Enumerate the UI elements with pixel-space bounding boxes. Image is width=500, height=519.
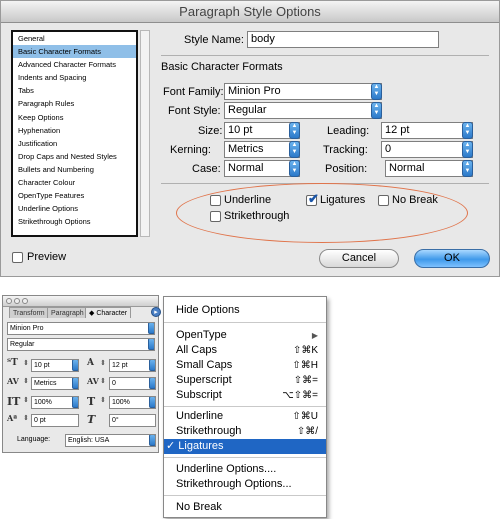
menu-item-shortcut: ⇧⌘H [292, 360, 318, 371]
character-tab-icon: ◆ [89, 310, 97, 317]
menu-item-shortcut: ⇧⌘= [293, 375, 318, 386]
triangle-right-icon: ▸ [154, 309, 158, 316]
tab-character-label: Character [96, 310, 128, 317]
tracking-icon: AV [87, 376, 99, 386]
panel-font-family-value: Minion Pro [10, 325, 44, 332]
font-style-value: Regular [228, 104, 267, 116]
leading-value: 12 pt [385, 124, 410, 136]
preview-checkbox[interactable] [12, 252, 23, 263]
checkmark-icon: ✓ [166, 440, 179, 452]
panel-vertical-scale-field[interactable] [31, 396, 79, 409]
menu-item-strikethrough-options[interactable] [164, 477, 326, 492]
category-item-hyphenation[interactable]: Hyphenation [18, 125, 61, 135]
strikethrough-checkbox[interactable] [210, 211, 221, 222]
leading-label: Leading: [327, 125, 370, 137]
menu-item-label: Superscript [176, 374, 232, 386]
menu-item-label: Ligatures [178, 440, 224, 452]
chevron-updown-icon [149, 359, 156, 371]
underline-checkbox[interactable] [210, 195, 221, 206]
vertical-scale-icon: IT [7, 395, 21, 408]
chevron-updown-icon [72, 396, 79, 408]
category-list-scrollbar[interactable] [140, 30, 150, 237]
menu-item-label: Strikethrough Options... [176, 478, 292, 490]
panel-vertical-scale-value: 100% [34, 399, 52, 406]
menu-separator [164, 406, 326, 407]
ligatures-label: Ligatures [320, 194, 366, 206]
menu-item-no-break[interactable] [164, 500, 326, 515]
leading-combo[interactable] [381, 122, 473, 139]
panel-font-style-value: Regular [10, 341, 35, 348]
style-name-input[interactable]: body [247, 31, 439, 48]
panel-kerning-value: Metrics [34, 380, 57, 387]
tab-character[interactable] [85, 307, 131, 318]
chevron-updown-icon [149, 434, 156, 446]
style-name-label: Style Name: [184, 34, 244, 46]
nobreak-label: No Break [392, 194, 438, 206]
menu-item-shortcut: ⇧⌘/ [296, 426, 318, 437]
kerning-label: Kerning: [170, 144, 211, 156]
panel-horizontal-scale-field[interactable] [109, 396, 156, 409]
menu-item-shortcut: ⇧⌘U [292, 411, 318, 422]
case-label: Case: [192, 163, 221, 175]
ok-button[interactable]: OK [414, 249, 490, 268]
menu-item-label: Underline Options.... [176, 463, 277, 475]
stepper-arrows-icon[interactable]: ⇕ [100, 376, 106, 385]
font-family-label: Font Family: [163, 86, 224, 98]
font-style-select[interactable] [224, 102, 382, 119]
category-item-justification[interactable]: Justification [18, 138, 58, 148]
panel-menu-button[interactable] [151, 307, 161, 317]
category-item-strikethrough-options[interactable]: Strikethrough Options [18, 217, 91, 227]
zoom-icon[interactable] [22, 298, 28, 304]
menu-item-small-caps[interactable] [164, 358, 326, 373]
chevron-updown-icon [149, 396, 156, 408]
tab-transform[interactable]: Transform [9, 307, 49, 318]
font-style-label: Font Style: [168, 105, 221, 117]
position-select[interactable] [385, 160, 473, 177]
chevron-updown-icon [72, 359, 79, 371]
panel-leading-field[interactable] [109, 359, 156, 372]
category-item-opentype-features[interactable]: OpenType Features [18, 191, 85, 201]
menu-item-label: Strikethrough [176, 425, 242, 437]
menu-item-hide-options[interactable] [164, 303, 326, 318]
divider [161, 55, 489, 56]
menu-item-underline[interactable] [164, 409, 326, 424]
panel-tracking-field[interactable] [109, 377, 156, 390]
chevron-updown-icon: ▲ ▼ [371, 83, 382, 100]
preview-label: Preview [27, 251, 67, 263]
size-label: Size: [198, 125, 223, 137]
position-value: Normal [389, 162, 425, 174]
category-item-tabs[interactable]: Tabs [18, 86, 34, 96]
case-value: Normal [228, 162, 264, 174]
menu-item-strikethrough[interactable] [164, 424, 326, 439]
menu-item-ligatures[interactable] [164, 439, 326, 454]
baseline-shift-icon: Aª [7, 413, 18, 423]
category-item-drop-caps[interactable]: Drop Caps and Nested Styles [18, 151, 117, 161]
menu-separator [164, 495, 326, 496]
language-value: English: USA [68, 437, 110, 444]
leading-icon: A͏ [87, 358, 94, 368]
panel-horizontal-scale-value: 100% [112, 399, 130, 406]
menu-item-label: Underline [176, 410, 224, 422]
menu-item-shortcut: ⌥⇧⌘= [282, 390, 318, 401]
menu-item-superscript[interactable] [164, 373, 326, 388]
panel-leading-value: 12 pt [112, 362, 128, 369]
category-item-indents-and-spacing[interactable]: Indents and Spacing [18, 73, 87, 83]
menu-item-label: All Caps [176, 344, 217, 356]
menu-item-shortcut: ⇧⌘K [292, 345, 318, 356]
dialog-title: Paragraph Style Options [1, 1, 499, 23]
kerning-icon: AV [7, 376, 19, 386]
kerning-combo[interactable] [224, 141, 300, 158]
section-heading: Basic Character Formats [161, 61, 283, 73]
underline-label: Underline [224, 194, 272, 206]
position-label: Position: [325, 163, 368, 175]
stepper-arrows-icon[interactable]: ⇕ [23, 395, 29, 404]
kerning-value: Metrics [228, 143, 264, 155]
category-item-keep-options[interactable]: Keep Options [18, 112, 64, 122]
category-item-underline-options[interactable]: Underline Options [18, 204, 79, 214]
chevron-updown-icon: ▲ ▼ [462, 141, 473, 158]
tracking-label: Tracking: [323, 144, 368, 156]
stepper-arrows-icon[interactable]: ⇕ [23, 358, 29, 367]
font-family-select[interactable] [224, 83, 382, 100]
menu-item-subscript[interactable] [164, 388, 326, 403]
menu-item-label: No Break [176, 501, 222, 513]
category-item-advanced-character-formats[interactable]: Advanced Character Formats [18, 60, 116, 70]
menu-item-label: OpenType [176, 329, 227, 341]
panel-kerning-field[interactable] [31, 377, 79, 390]
panel-skew-field[interactable]: 0° [109, 414, 156, 427]
panel-baseline-shift-field[interactable]: 0 pt [31, 414, 79, 427]
chevron-updown-icon [148, 322, 155, 334]
panel-size-field[interactable] [31, 359, 79, 372]
submenu-arrow-icon: ▶ [311, 331, 318, 340]
chevron-updown-icon [149, 377, 156, 389]
chevron-updown-icon [148, 338, 155, 350]
ligatures-checkbox[interactable] [306, 191, 319, 206]
tab-paragraph[interactable]: Paragraph [47, 307, 88, 318]
chevron-updown-icon: ▲ ▼ [371, 102, 382, 119]
menu-item-opentype[interactable] [164, 328, 326, 343]
stepper-arrows-icon[interactable]: ⇕ [23, 413, 29, 422]
chevron-updown-icon: ▲ ▼ [289, 160, 300, 177]
horizontal-scale-icon: T [87, 395, 96, 408]
skew-icon: T [87, 413, 96, 426]
panel-size-value: 10 pt [34, 362, 50, 369]
stepper-arrows-icon[interactable]: ⇕ [100, 358, 106, 367]
size-combo[interactable] [224, 122, 300, 139]
close-icon[interactable] [6, 298, 12, 304]
menu-separator [164, 457, 326, 458]
chevron-updown-icon: ▲ ▼ [462, 160, 473, 177]
language-select[interactable] [65, 434, 156, 447]
character-panel-menu [163, 296, 327, 518]
font-size-icon: ᵀT [7, 358, 18, 368]
panel-font-family-select[interactable] [7, 322, 155, 335]
panel-font-style-select[interactable] [7, 338, 155, 351]
menu-item-underline-options[interactable] [164, 462, 326, 477]
panel-titlebar[interactable] [3, 296, 158, 307]
chevron-updown-icon [72, 377, 79, 389]
language-label: Language: [17, 436, 51, 443]
strikethrough-label: Strikethrough [224, 210, 290, 222]
menu-item-all-caps[interactable] [164, 343, 326, 358]
chevron-updown-icon: ▲ ▼ [289, 141, 300, 158]
minimize-icon[interactable] [14, 298, 20, 304]
category-item-paragraph-rules[interactable]: Paragraph Rules [18, 99, 75, 109]
panel-tracking-value: 0 [112, 380, 116, 387]
category-item-bullets-numbering[interactable]: Bullets and Numbering [18, 164, 94, 174]
tracking-value: 0 [385, 143, 392, 155]
character-panel [2, 295, 159, 453]
cancel-button[interactable]: Cancel [319, 249, 399, 268]
chevron-updown-icon: ▲ ▼ [462, 122, 473, 139]
menu-item-label: Hide Options [176, 304, 240, 316]
chevron-updown-icon: ▲ ▼ [289, 122, 300, 139]
category-item-general[interactable]: General [18, 34, 45, 43]
tracking-combo[interactable] [381, 141, 473, 158]
size-value: 10 pt [228, 124, 253, 136]
category-item-character-colour[interactable]: Character Colour [18, 178, 76, 188]
menu-item-label: Subscript [176, 389, 222, 401]
menu-separator [164, 322, 326, 323]
stepper-arrows-icon[interactable]: ⇕ [23, 376, 29, 385]
category-list[interactable] [11, 30, 138, 237]
checkmark-icon: ✔ [308, 191, 319, 206]
nobreak-checkbox[interactable] [378, 195, 389, 206]
menu-item-label: Small Caps [176, 359, 233, 371]
category-item-basic-character-formats[interactable]: Basic Character Formats [13, 45, 136, 58]
stepper-arrows-icon[interactable]: ⇕ [100, 395, 106, 404]
case-select[interactable] [224, 160, 300, 177]
font-family-value: Minion Pro [228, 85, 281, 97]
